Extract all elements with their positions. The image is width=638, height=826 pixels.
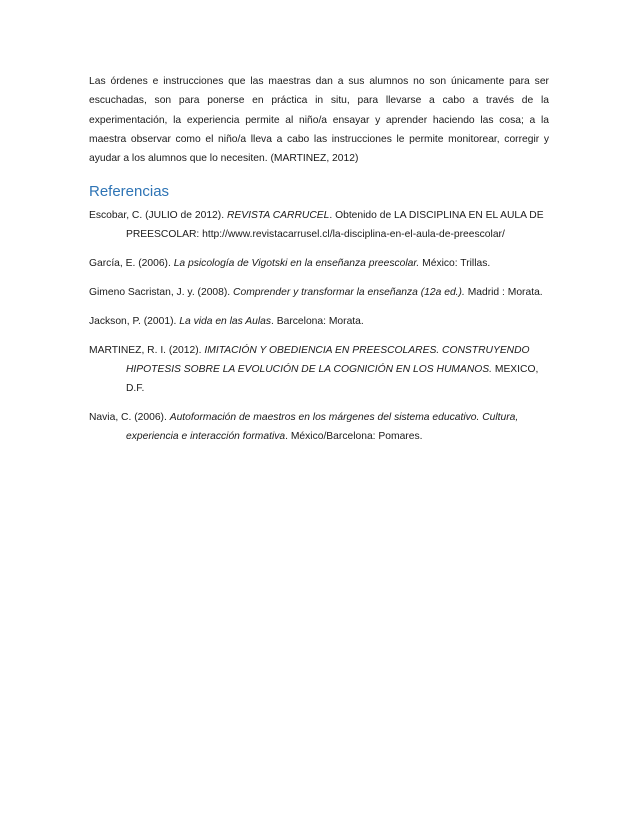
reference-source: Madrid : Morata. <box>464 287 543 299</box>
reference-source: . Barcelona: Morata. <box>271 316 364 328</box>
reference-source: México: Trillas. <box>419 258 491 270</box>
references-list <box>89 206 549 446</box>
document-page <box>89 72 549 456</box>
body-paragraph: Las órdenes e instrucciones que las maestras dan a sus alumnos no son únicamente para ser escuchadas, son para ponerse en práctica in situ, para llevarse a cabo a través de la experimentación, la experiencia permite al niño/a ensayar y aprender haciendo las cosa; a la maestra observar como el niño/a lleva a cabo las instrucciones le permite monitorear, corregir y ayudar a los alumnos que lo necesiten. (MARTINEZ, 2012) <box>89 76 549 165</box>
reference-author-date: Navia, C. (2006). <box>89 412 170 424</box>
reference-title: La vida en las Aulas <box>179 316 272 328</box>
reference-author-date: Gimeno Sacristan, J. y. (2008). <box>89 287 234 299</box>
reference-item <box>89 283 549 302</box>
reference-item <box>89 206 549 244</box>
reference-title: Comprender y transformar la enseñanza (12a ed.). <box>233 287 465 299</box>
reference-author-date: Escobar, C. (JULIO de 2012). <box>89 210 227 222</box>
reference-author-date: Jackson, P. (2001). <box>89 316 180 328</box>
reference-author-date: García, E. (2006). <box>89 258 174 270</box>
reference-item <box>89 254 549 273</box>
reference-item <box>89 408 549 446</box>
reference-item <box>89 341 549 398</box>
reference-title: Autoformación de maestros en los márgenes del sistema educativo. Cultura, experiencia e interacción formativa <box>126 412 519 443</box>
reference-source: . México/Barcelona: Pomares. <box>285 431 423 443</box>
reference-source: . Obtenido de LA DISCIPLINA EN EL AULA DE PREESCOLAR: http://www.revistacarrusel.cl/la-disciplina-en-el-aula-de-preescolar/ <box>126 210 544 241</box>
reference-title: La psicología de Vigotski en la enseñanza preescolar. <box>173 258 420 270</box>
reference-item <box>89 312 549 331</box>
reference-source: MEXICO, D.F. <box>126 364 539 395</box>
reference-title: IMITACIÓN Y OBEDIENCIA EN PREESCOLARES. CONSTRUYENDO HIPOTESIS SOBRE LA EVOLUCIÓN DE LA COGNICIÓN EN LOS HUMANOS. <box>126 345 530 376</box>
reference-author-date: MARTINEZ, R. I. (2012). <box>89 345 205 357</box>
reference-title: REVISTA CARRUCEL <box>226 210 330 222</box>
references-heading: Referencias <box>89 183 170 201</box>
